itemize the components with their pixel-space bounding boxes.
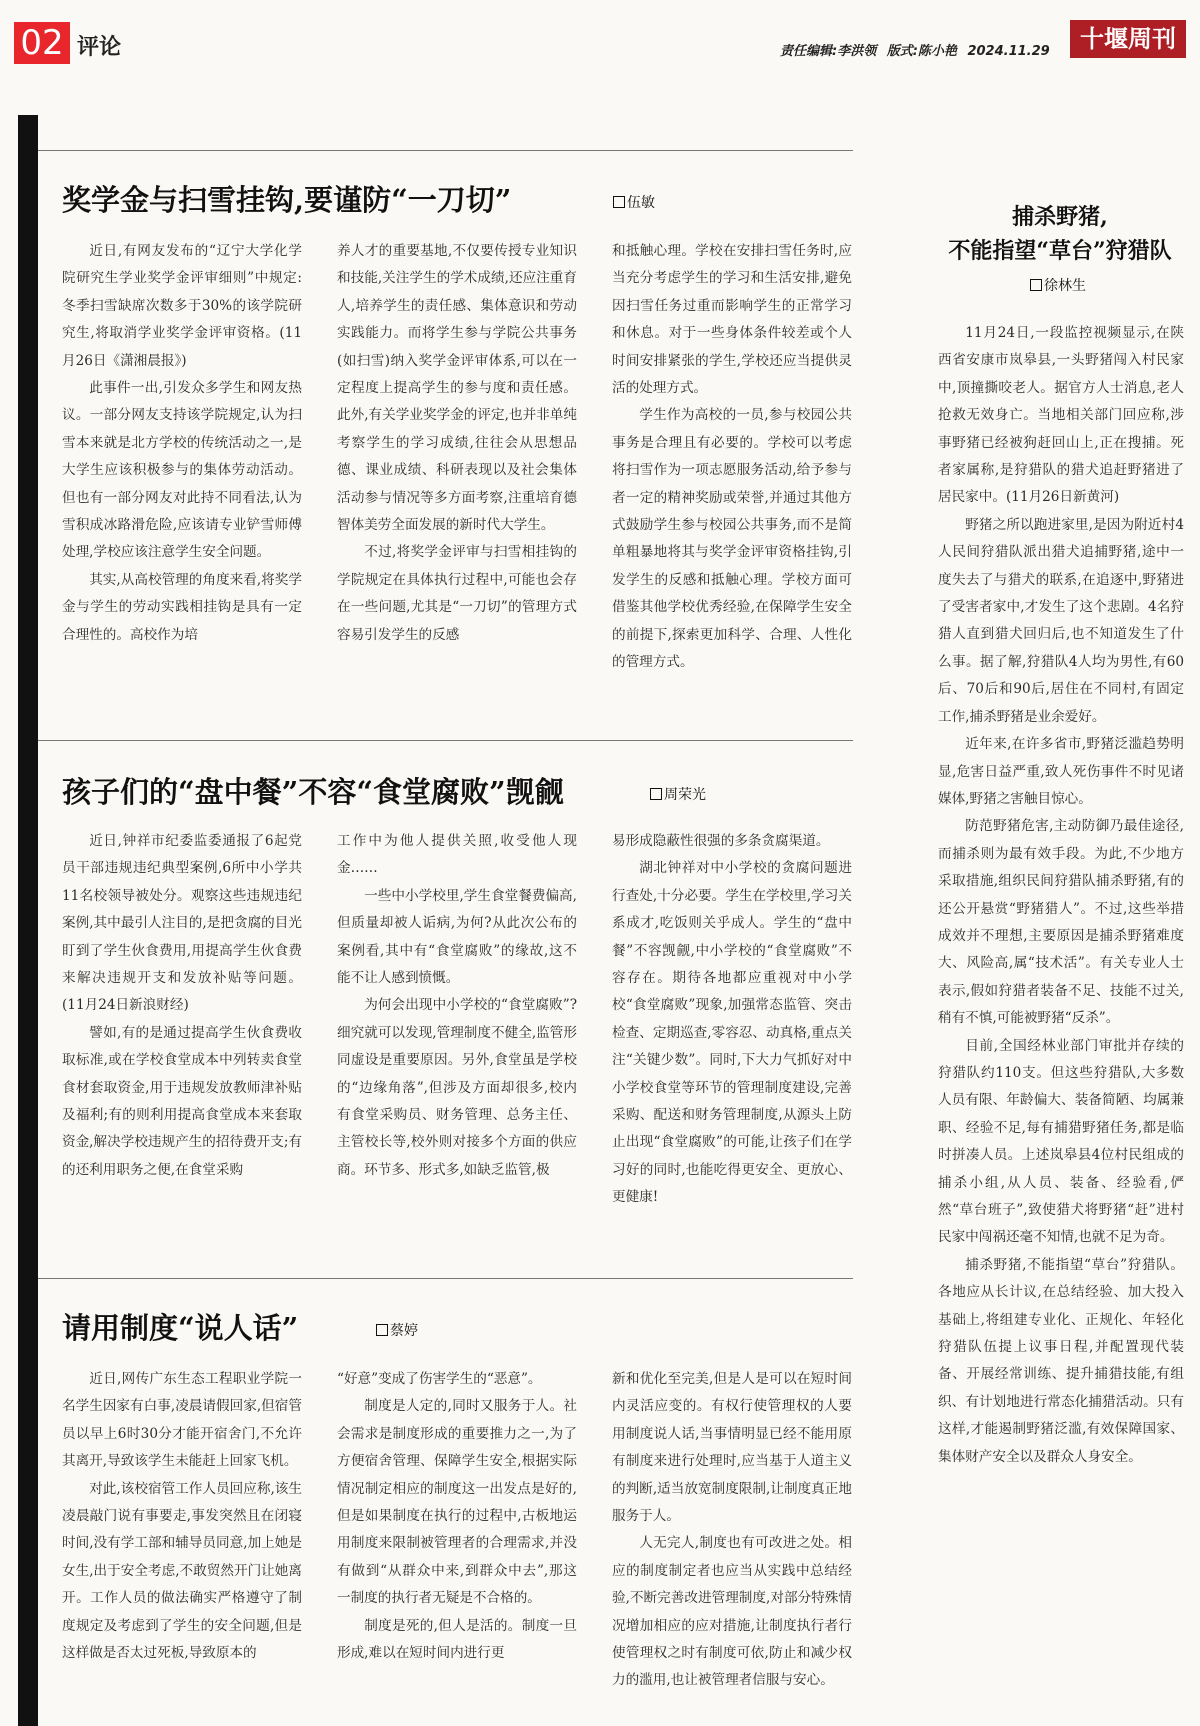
article-3-col-1	[62, 1366, 302, 1722]
article-1-byline: 伍敏	[613, 192, 655, 212]
paragraph: 目前,全国经林业部门审批并存续的狩猎队约110支。但这些狩猎队,大多数人员有限、年龄偏大、装备简陋、均属兼职、经验不足,每有捕猎野猪任务,都是临时拼凑人员。上述岚皋县4位村民组成的捕杀小组,从人员、装备、经验看,俨然“草台班子”,致使猎犬将野猪“赶”进村民家中闯祸还毫不知情,也就不足为奇。	[938, 1037, 1184, 1246]
byline-box-icon	[613, 196, 625, 208]
paragraph: 学生作为高校的一员,参与校园公共事务是合理且有必要的。学校可以考虑将扫雪作为一项志愿服务活动,给予参与者一定的精神奖励或荣誉,并通过其他方式鼓励学生参与校园公共事务,而不是简单粗暴地将其与奖学金评审资格挂钩,引发学生的反感和抵触心理。学校方面可借鉴其他学校优秀经验,在保障学生安全的前提下,探索更加科学、合理、人性化的管理方式。	[612, 407, 852, 671]
paragraph: 近年来,在许多省市,野猪泛滥趋势明显,危害日益严重,致人死伤事件不时见诸媒体,野猪之害触目惊心。	[938, 736, 1184, 807]
paragraph: 对此,该校宿管工作人员回应称,该生凌晨敲门说有事要走,事发突然且在闭寝时间,没有学工部和辅导员同意,加上她是女生,出于安全考虑,不敢贸然开门让她离开。工作人员的做法确实严格遵守了制度规定及考虑到了学生的安全问题,但是这样做是否太过死板,导致原本的	[62, 1480, 302, 1662]
paragraph: 近日,网传广东生态工程职业学院一名学生因家有白事,凌晨请假回家,但宿管员以早上6时30分才能开宿舍门,不允许其离开,导致该学生未能赶上回家飞机。	[62, 1371, 302, 1470]
byline-box-icon	[1030, 279, 1042, 291]
paragraph: 易形成隐蔽性很强的多条贪腐渠道。	[612, 833, 830, 849]
paragraph: 一些中小学校里,学生食堂餐费偏高,但质量却被人诟病,为何?从此次公布的案例看,其中有“食堂腐败”的缘故,这不能不让人感到愤慨。	[337, 887, 577, 987]
paragraph: 防范野猪危害,主动防御乃最佳途径,而捕杀则为最有效手段。为此,不少地方采取措施,组织民间狩猎队捕杀野猪,有的还公开悬赏“野猪猎人”。不过,这些举措成效并不理想,主要原因是捕杀野猪难度大、风险高,属“技术活”。有关专业人士表示,假如狩猎者装备不足、技能不过关,稍有不慎,可能被野猪“反杀”。	[938, 818, 1184, 1027]
divider-rule-2	[38, 1278, 853, 1279]
paragraph: 捕杀野猪,不能指望“草台”狩猎队。各地应从长计议,在总结经验、加大投入基础上,将组建专业化、正规化、年轻化狩猎队伍提上议事日程,并配置现代装备、开展经常训练、提升捕猎技能,有组织、有计划地进行常态化捕猎活动。只有这样,才能遏制野猪泛滥,有效保障国家、集体财产安全以及群众人身安全。	[938, 1256, 1184, 1465]
article-2-col-3	[612, 828, 852, 1248]
sidebar-byline: 徐林生	[1030, 275, 1086, 295]
article-1-title: 奖学金与扫雪挂钩,要谨防“一刀切”	[62, 183, 512, 217]
article-2-byline: 周荣光	[650, 784, 706, 804]
sidebar-title	[935, 200, 1185, 268]
byline-box-icon	[376, 1324, 388, 1336]
paragraph: 此事件一出,引发众多学生和网友热议。一部分网友支持该学院规定,认为扫雪本来就是北方学校的传统活动之一,是大学生应该积极参与的集体劳动活动。但也有一部分网友对此持不同看法,认为雪积成冰路滑危险,应该请专业铲雪师傅处理,学校应该注意学生安全问题。	[62, 380, 302, 561]
editor-credit: 责任编辑:李洪领	[780, 44, 877, 59]
article-3-byline: 蔡婷	[376, 1320, 418, 1340]
paragraph: 养人才的重要基地,不仅要传授专业知识和技能,关注学生的学术成绩,还应注重育人,培养学生的责任感、集体意识和劳动实践能力。而将学生参与学院公共事务(如扫雪)纳入奖学金评审体系,可以在一定程度上提高学生的参与度和责任感。此外,有关学业奖学金的评定,也并非单纯考察学生的学习成绩,往往会从思想品德、课业成绩、科研表现以及社会集体活动参与情况等多方面考察,注重培育德智体美劳全面发展的新时代大学生。	[337, 243, 577, 534]
issue-date: 2024.11.29	[967, 44, 1050, 59]
article-1-col-1	[62, 238, 302, 708]
divider-rule-1	[38, 740, 853, 741]
left-black-bar	[18, 115, 38, 1726]
paragraph: 湖北钟祥对中小学校的贪腐问题进行查处,十分必要。学生在学校里,学习关系成才,吃饭则关乎成人。学生的“盘中餐”不容觊觎,中小学校的“食堂腐败”不容存在。期待各地都应重视对中小学校“食堂腐败”现象,加强常态监管、突击检查、定期巡查,零容忍、动真格,重点关注“关键少数”。同时,下大力气抓好对中小学校食堂等环节的管理制度建设,完善采购、配送和财务管理制度,从源头上防止出现“食堂腐败”的可能,让孩子们在学习好的同时,也能吃得更安全、更放心、更健康!	[612, 860, 852, 1206]
article-2-title: 孩子们的“盘中餐”不容“食堂腐败”觊觎	[62, 775, 564, 809]
article-1-col-2	[337, 238, 577, 708]
paragraph: 和抵触心理。学校在安排扫雪任务时,应当充分考虑学生的学习和生活安排,避免因扫雪任务过重而影响学生的正常学习和休息。对于一些身体条件较差或个人时间安排紧张的学生,学校还应当提供灵活的处理方式。	[612, 243, 852, 397]
article-2-col-1	[62, 828, 302, 1248]
paragraph: 近日,有网友发布的“辽宁大学化学院研究生学业奖学金评审细则”中规定:冬季扫雪缺席次数多于30%的该学院研究生,将取消学业奖学金评审资格。(11月26日《潇湘晨报》)	[62, 243, 302, 369]
sidebar-title-line-1: 捕杀野猪,	[1012, 204, 1108, 230]
paragraph: 其实,从高校管理的角度来看,将奖学金与学生的劳动实践相挂钩是具有一定合理性的。高校作为培	[62, 571, 302, 643]
paragraph: 新和优化至完美,但是人是可以在短时间内灵活应变的。有权行使管理权的人要用制度说人话,当事情明显已经不能用原有制度来进行处理时,应当基于人道主义的判断,适当放宽制度限制,让制度真正地服务于人。	[612, 1371, 852, 1525]
paragraph: 不过,将奖学金评审与扫雪相挂钩的学院规定在具体执行过程中,可能也会存在一些问题,尤其是“一刀切”的管理方式容易引发学生的反感	[337, 544, 577, 643]
paragraph: 为何会出现中小学校的“食堂腐败”?细究就可以发现,管理制度不健全,监管形同虚设是重要原因。另外,食堂虽是学校的“边缘角落”,但涉及方面却很多,校内有食堂采购员、财务管理、总务主任、主管校长等,校外则对接多个方面的供应商。环节多、形式多,如缺乏监管,极	[337, 997, 577, 1178]
paragraph: 制度是死的,但人是活的。制度一旦形成,难以在短时间内进行更	[337, 1617, 577, 1662]
masthead-logo: 十堰周刊	[1070, 20, 1186, 58]
byline-box-icon	[650, 788, 662, 800]
paragraph: 人无完人,制度也有可改进之处。相应的制度制定者也应当从实践中总结经验,不断完善改进管理制度,对部分特殊情况增加相应的应对措施,让制度执行者行使管理权之时有制度可依,防止和减少权力的滥用,也让被管理者信服与安心。	[612, 1535, 852, 1689]
paragraph: 制度是人定的,同时又服务于人。社会需求是制度形成的重要推力之一,为了方便宿舍管理、保障学生安全,根据实际情况制定相应的制度这一出发点是好的,但是如果制度在执行的过程中,古板地运用制度来限制被管理者的合理需求,并没有做到“从群众中来,到群众中去”,那这一制度的执行者无疑是不合格的。	[337, 1398, 577, 1607]
credits	[780, 40, 1065, 59]
section-title: 评论	[77, 35, 122, 60]
article-1-col-3	[612, 238, 852, 708]
paragraph: “好意”变成了伤害学生的“恶意”。	[337, 1371, 542, 1387]
page-number: 02	[14, 22, 70, 64]
paragraph: 近日,钟祥市纪委监委通报了6起党员干部违规违纪典型案例,6所中小学共11名校领导被处分。观察这些违规违纪案例,其中最引人注目的,是把贪腐的目光盯到了学生伙食费用,用提高学生伙食费来解决违规开支和发放补贴等问题。(11月24日新浪财经)	[62, 833, 302, 1014]
top-rule	[38, 150, 853, 151]
paragraph: 野猪之所以跑进家里,是因为附近村4人民间狩猎队派出猎犬追捕野猪,途中一度失去了与猎犬的联系,在追逐中,野猪进了受害者家中,才发生了这个悲剧。4名狩猎人直到猎犬回归后,也不知道发生了什么事。据了解,狩猎队4人均为男性,有60后、70后和90后,居住在不同村,有固定工作,捕杀野猪是业余爱好。	[938, 516, 1184, 725]
article-3-title: 请用制度“说人话”	[62, 1311, 299, 1345]
article-2-col-2	[337, 828, 577, 1248]
paragraph: 譬如,有的是通过提高学生伙食费收取标准,或在学校食堂成本中列转卖食堂食材套取资金,用于违规发放教师津补贴及福利;有的则利用提高食堂成本来套取资金,解决学校违规产生的招待费开支;有的还利用职务之便,在食堂采购	[62, 1024, 302, 1178]
sidebar-title-line-2: 不能指望“草台”狩猎队	[948, 238, 1172, 264]
paragraph: 11月24日,一段监控视频显示,在陕西省安康市岚皋县,一头野猪闯入村民家中,顶撞撕咬老人。据官方人士消息,老人抢救无效身亡。当地相关部门回应称,涉事野猪已经被狗赶回山上,正在搜捕。死者家属称,是狩猎队的猎犬追赶野猪进了居民家中。(11月26日新黄河)	[938, 325, 1184, 506]
paragraph: 工作中为他人提供关照,收受他人现金……	[337, 833, 577, 877]
sidebar-body	[938, 320, 1184, 1720]
layout-credit: 版式:陈小艳	[886, 44, 957, 59]
article-3-col-2	[337, 1366, 577, 1722]
article-3-col-3	[612, 1366, 852, 1722]
